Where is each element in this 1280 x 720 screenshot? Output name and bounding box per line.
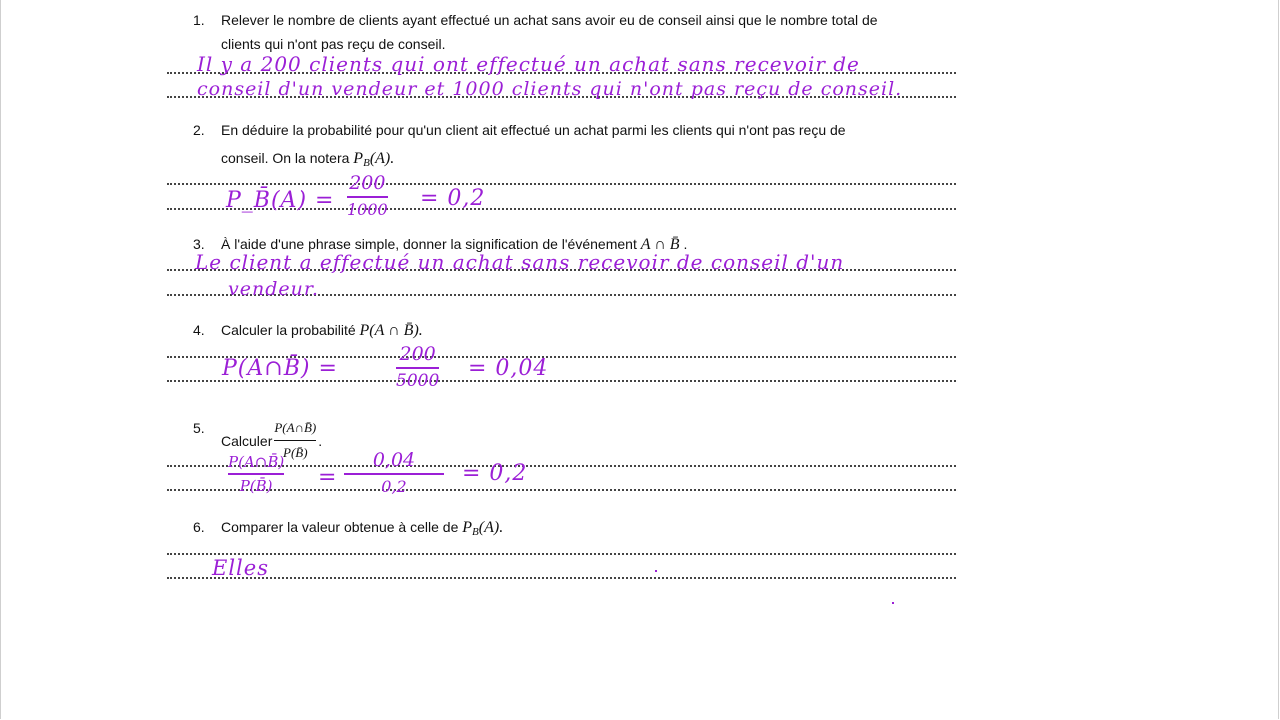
answer-5-denominator: 0,2 [381,477,407,496]
math-tail: (A). [369,150,395,167]
answer-5-numerator: 0,04 [372,449,416,471]
question-6-number: 6. [193,519,205,535]
answer-4-denominator: 5000 [396,371,440,391]
answer-5-left-denominator: P(B̄) [239,477,273,495]
ink-dot [655,570,657,572]
question-5-label: Calculer [221,432,273,449]
answer-2-numerator: 200 [349,172,386,194]
answer-4-right: = 0,04 [468,356,549,381]
answer-4-fraction [396,343,439,391]
answer-5-fraction [344,449,444,496]
answer-line [167,465,956,467]
question-1-line-1: Relever le nombre de clients ayant effectué un achat sans avoir eu de conseil ainsi que le nombre total de [221,12,878,28]
answer-5-equals: = [318,465,338,490]
answer-2-fraction [347,172,388,219]
question-2-text [221,118,961,175]
question-2-line-1: En déduire la probabilité pour qu'un client ait effectué un achat parmi les clients qui n'ont pas reçu de [221,122,846,138]
answer-2-denominator: 1000 [347,200,388,219]
math-event: A ∩ B̄ [640,236,680,253]
fraction-denominator: P(B̄) [283,445,308,460]
fraction-bar [228,473,284,475]
answer-1-line-2: conseil d'un vendeur et 1000 clients qui n'ont pas reçu de conseil. [197,78,903,100]
math-tail: (A). [478,519,504,536]
math-probability: P(A ∩ B̄). [359,322,423,339]
question-3-tail: . [683,236,688,252]
question-5-tail: . [318,432,323,449]
question-3-number: 3. [193,236,205,252]
fraction-bar [344,473,444,475]
fraction-bar [347,196,388,198]
answer-4-numerator: 200 [399,343,436,365]
question-4-label: Calculer la probabilité [221,322,356,338]
question-6-text [221,515,961,544]
answer-5-left-numerator: P(A∩B̄) [228,453,285,471]
answer-line [167,553,956,555]
math-subscript: B [472,526,479,538]
question-1-text [221,8,961,56]
question-2-line-2: conseil. On la notera [221,150,350,166]
question-4-number: 4. [193,322,205,338]
fraction-bar [396,367,439,369]
answer-6-text: Elles [212,556,269,580]
fraction-numerator: P(A∩B̄) [274,420,317,435]
question-4-text [221,318,961,343]
math-p: P [462,519,473,536]
answer-5-left-fraction [228,453,284,495]
question-5-number: 5. [193,420,205,436]
question-1-number: 1. [193,12,205,28]
question-2-number: 2. [193,122,205,138]
math-p: P [353,150,364,167]
answer-1-line-1: Il y a 200 clients qui ont effectué un achat sans recevoir de [197,52,860,76]
answer-line [167,577,956,579]
answer-2-right: = 0,2 [420,186,486,211]
answer-5-right: = 0,2 [462,461,528,486]
answer-line [167,489,956,491]
answer-2-left: P_B̄(A) = [226,188,335,213]
question-3-label: À l'aide d'une phrase simple, donner la signification de l'événement [221,236,637,252]
question-6-label: Comparer la valeur obtenue à celle de [221,519,459,535]
answer-4-left: P(A∩B̄) = [222,356,338,381]
answer-line [167,183,956,185]
question-5-text [221,416,961,465]
answer-3-line-1: Le client a effectué un achat sans recevoir de conseil d'un [195,250,845,274]
ink-dot [892,602,894,604]
question-1-line-2: clients qui n'ont pas reçu de conseil. [221,36,446,52]
answer-3-line-2: vendeur. [228,278,319,300]
math-subscript: B [363,157,370,169]
